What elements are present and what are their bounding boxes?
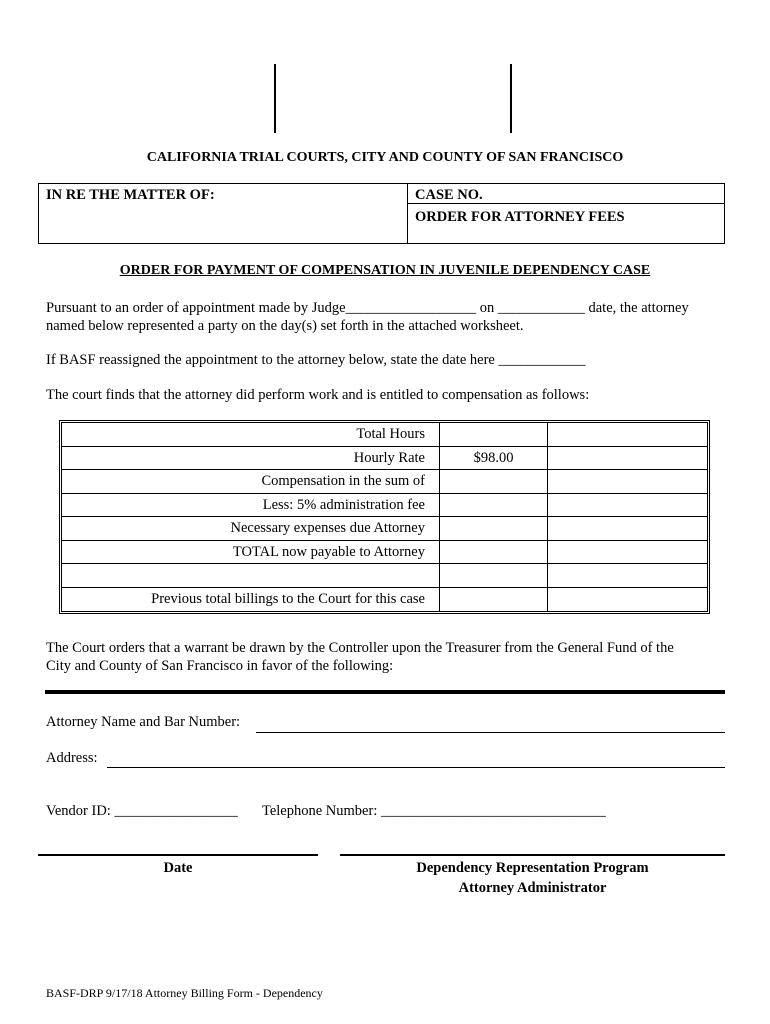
administrator-signature-line[interactable] bbox=[340, 854, 725, 856]
address-field[interactable] bbox=[107, 767, 725, 768]
row-extra[interactable] bbox=[548, 541, 707, 564]
court-title: CALIFORNIA TRIAL COURTS, CITY AND COUNTY OF SAN FRANCISCO bbox=[146, 150, 624, 165]
form-footer: BASF-DRP 9/17/18 Attorney Billing Form - Dependency bbox=[46, 986, 323, 1000]
table-row bbox=[62, 423, 707, 447]
row-value[interactable]: $98.00 bbox=[440, 447, 548, 470]
table-row bbox=[62, 517, 707, 541]
address-label: Address: bbox=[46, 750, 98, 766]
row-value[interactable] bbox=[440, 423, 548, 446]
table-row bbox=[62, 494, 707, 518]
row-extra[interactable] bbox=[548, 470, 707, 493]
table-row bbox=[62, 447, 707, 471]
attorney-name-field[interactable] bbox=[256, 732, 725, 733]
row-value[interactable] bbox=[440, 541, 548, 564]
section-divider bbox=[45, 690, 725, 694]
row-extra[interactable] bbox=[548, 447, 707, 470]
attorney-name-label: Attorney Name and Bar Number: bbox=[46, 714, 241, 730]
row-label: Hourly Rate bbox=[62, 447, 440, 470]
header-bar-right bbox=[510, 64, 512, 133]
warrant-line-1: The Court orders that a warrant be drawn by the Controller upon the Treasurer from the General Fund of the bbox=[46, 640, 674, 656]
row-extra[interactable] bbox=[548, 588, 707, 612]
appointment-line-1: Pursuant to an order of appointment made by Judge__________________ on ____________ date, the attorney bbox=[46, 300, 689, 316]
caption-divider bbox=[407, 184, 408, 243]
case-caption-box bbox=[38, 183, 725, 244]
row-label: Total Hours bbox=[62, 423, 440, 446]
warrant-paragraph bbox=[46, 639, 736, 675]
appointment-paragraph bbox=[46, 299, 736, 335]
table-row bbox=[62, 470, 707, 494]
table-row bbox=[62, 541, 707, 565]
table-row bbox=[62, 564, 707, 588]
row-extra[interactable] bbox=[548, 423, 707, 446]
appointment-line-2: named below represented a party on the day(s) set forth in the attached worksheet. bbox=[46, 318, 524, 334]
row-extra[interactable] bbox=[548, 564, 707, 587]
header-bar-left bbox=[274, 64, 276, 133]
vendor-id-field[interactable]: Vendor ID: _________________ bbox=[46, 803, 238, 819]
row-value[interactable] bbox=[440, 517, 548, 540]
program-label: Dependency Representation Program bbox=[416, 860, 649, 876]
compensation-table bbox=[59, 420, 710, 614]
row-extra[interactable] bbox=[548, 517, 707, 540]
administrator-label: Attorney Administrator bbox=[458, 880, 607, 896]
row-label: Previous total billings to the Court for this case bbox=[62, 588, 440, 612]
row-label: Necessary expenses due Attorney bbox=[62, 517, 440, 540]
date-signature-line[interactable] bbox=[38, 854, 318, 856]
row-label bbox=[62, 564, 440, 587]
row-value[interactable] bbox=[440, 494, 548, 517]
date-label: Date bbox=[163, 860, 193, 876]
table-row bbox=[62, 588, 707, 612]
reassign-paragraph: If BASF reassigned the appointment to the attorney below, state the date here ____________ bbox=[46, 352, 586, 368]
findings-paragraph: The court finds that the attorney did perform work and is entitled to compensation as follows: bbox=[46, 387, 590, 403]
row-value[interactable] bbox=[440, 588, 548, 612]
row-extra[interactable] bbox=[548, 494, 707, 517]
matter-label: IN RE THE MATTER OF: bbox=[46, 187, 215, 203]
row-label: Less: 5% administration fee bbox=[62, 494, 440, 517]
warrant-line-2: City and County of San Francisco in favor of the following: bbox=[46, 658, 394, 674]
row-value[interactable] bbox=[440, 470, 548, 493]
order-label: ORDER FOR ATTORNEY FEES bbox=[415, 209, 625, 225]
row-label: TOTAL now payable to Attorney bbox=[62, 541, 440, 564]
order-title: ORDER FOR PAYMENT OF COMPENSATION IN JUVENILE DEPENDENCY CASE bbox=[119, 263, 651, 278]
telephone-field[interactable]: Telephone Number: _______________________________ bbox=[262, 803, 606, 819]
row-value[interactable] bbox=[440, 564, 548, 587]
row-label: Compensation in the sum of bbox=[62, 470, 440, 493]
case-no-label: CASE NO. bbox=[415, 187, 483, 203]
